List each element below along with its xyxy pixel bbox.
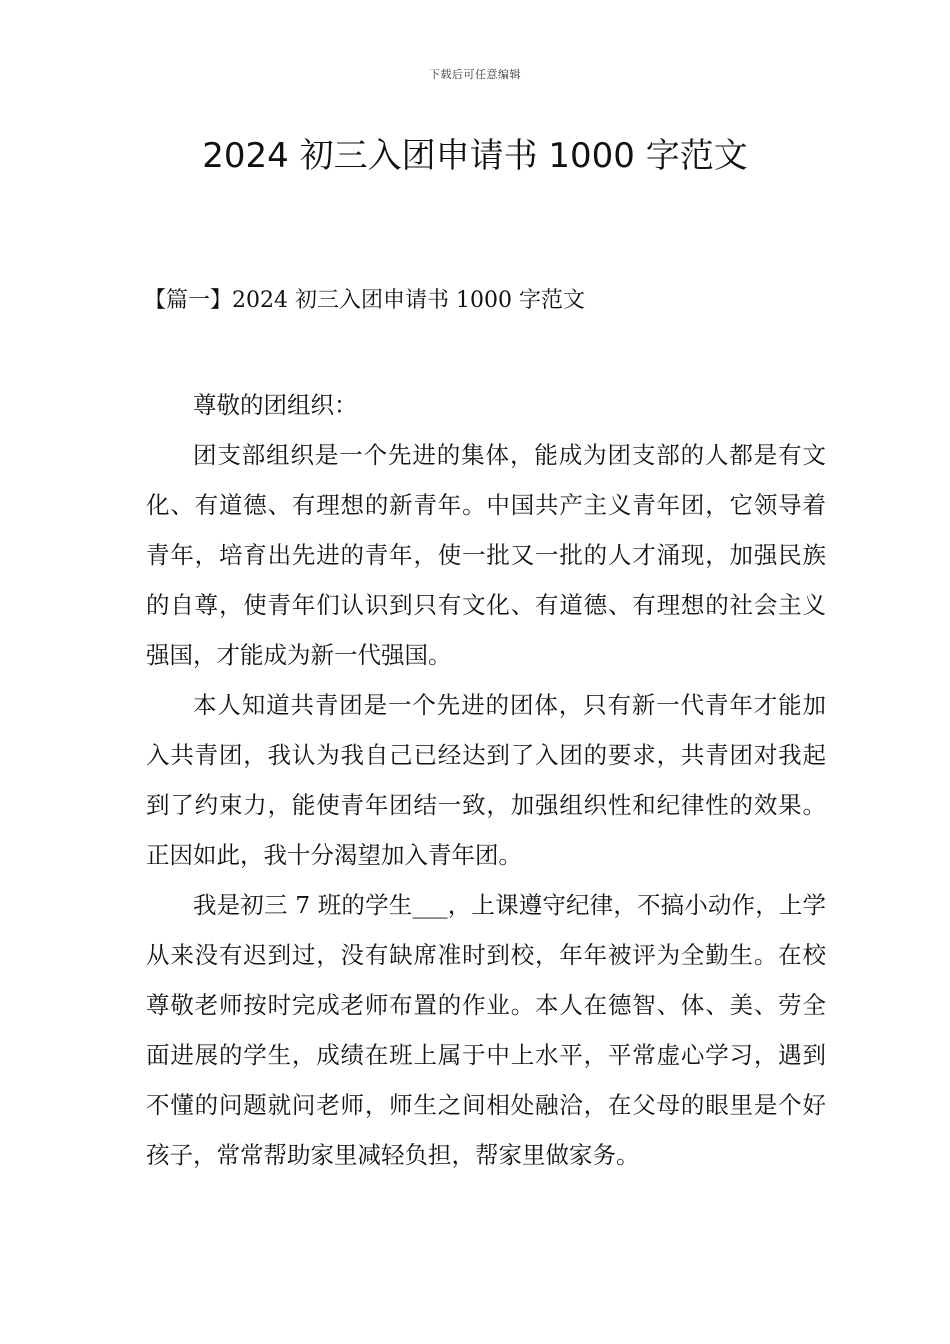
salutation: 尊敬的团组织： [193, 391, 358, 419]
body-paragraph: 本人知道共青团是一个先进的团体，只有新一代青年才能加入共青团，我认为我自己已经达到了入团的要求，共青团对我起到了约束力，能使青年团结一致，加强组织性和纪律性的效果。正因如此，我十分渴望加入青年团。 [146, 691, 826, 869]
section-heading: 【篇一】2024 初三入团申请书 1000 字范文 [144, 288, 585, 313]
header-note: 下载后可任意编辑 [429, 68, 521, 81]
body-paragraph: 团支部组织是一个先进的集体，能成为团支部的人都是有文化、有道德、有理想的新青年。中国共产主义青年团，它领导着青年，培育出先进的青年，使一批又一批的人才涌现，加强民族的自尊，使青年们认识到只有文化、有道德、有理想的社会主义强国，才能成为新一代强国。 [146, 441, 826, 669]
document-body [146, 380, 826, 1180]
body-paragraph: 我是初三 7 班的学生___，上课遵守纪律，不搞小动作，上学从来没有迟到过，没有缺席准时到校，年年被评为全勤生。在校尊敬老师按时完成老师布置的作业。本人在德智、体、美、劳全面进展的学生，成绩在班上属于中上水平，平常虚心学习，遇到不懂的问题就问老师，师生之间相处融洽，在父母的眼里是个好孩子，常常帮助家里减轻负担，帮家里做家务。 [146, 891, 826, 1169]
document-title: 2024 初三入团申请书 1000 字范文 [202, 136, 748, 176]
